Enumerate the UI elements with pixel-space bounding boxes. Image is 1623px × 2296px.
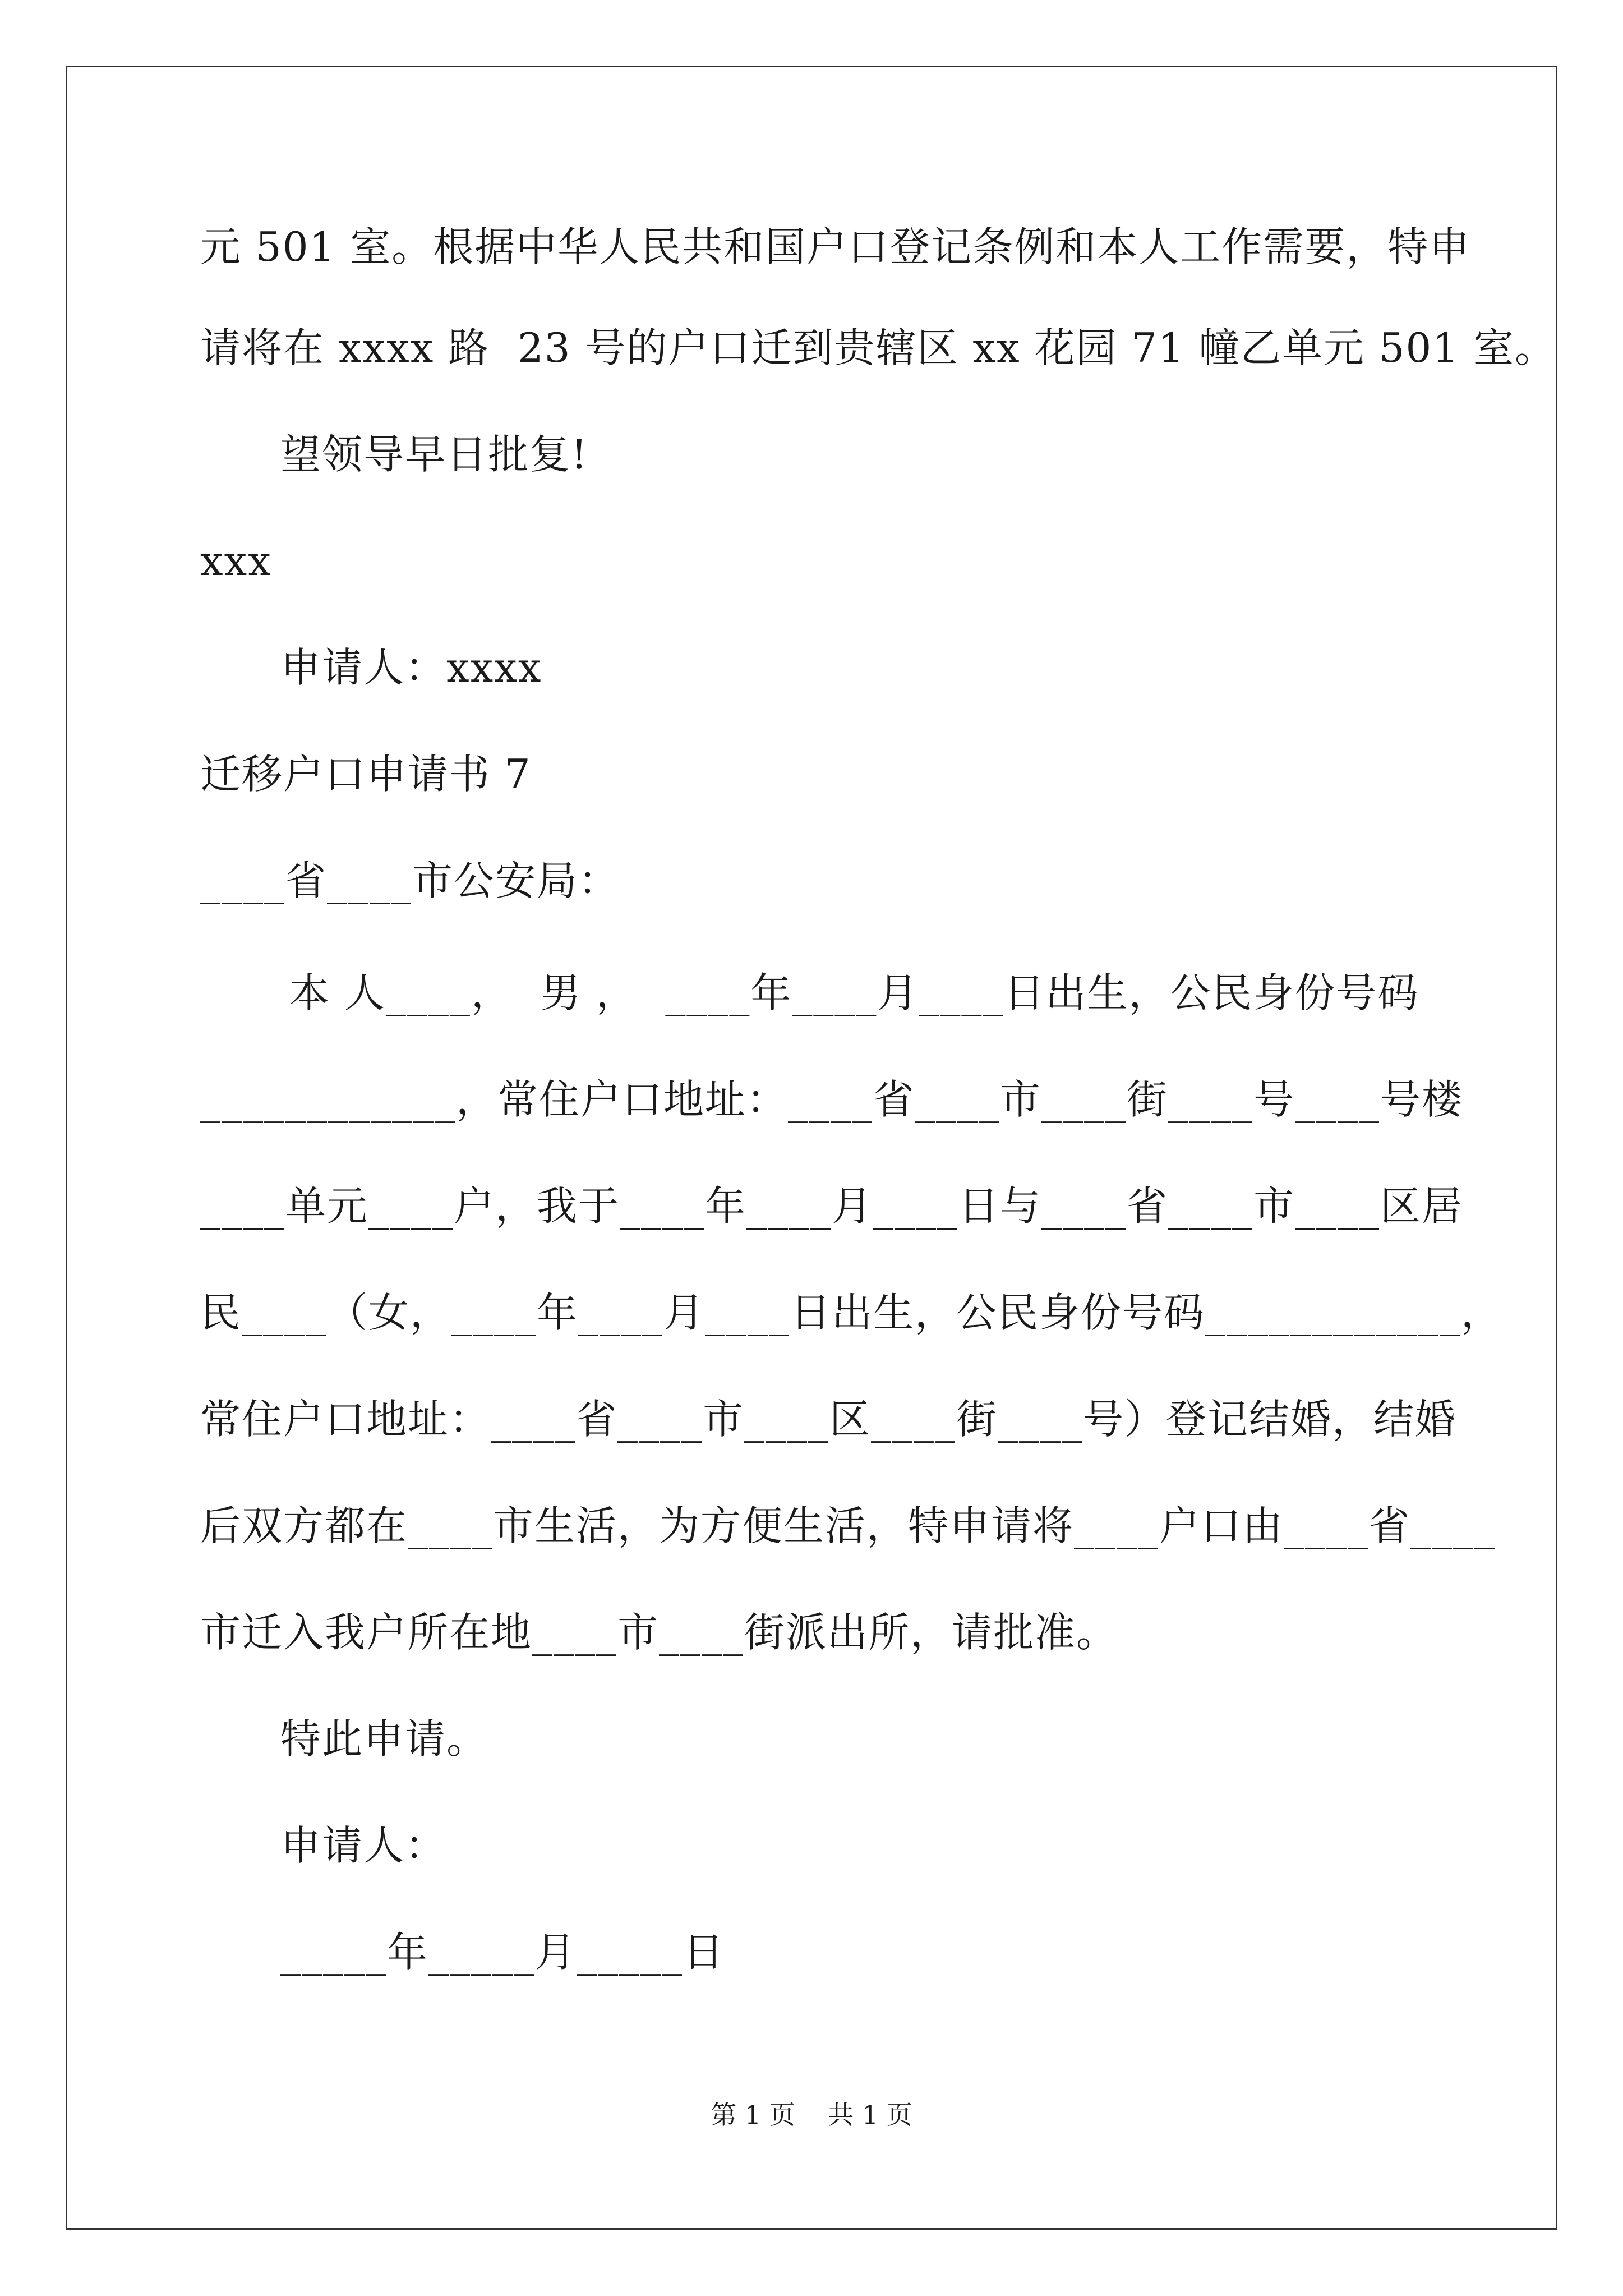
date-line: _____年_____月_____日	[280, 1929, 725, 1976]
page-border	[66, 66, 1557, 2230]
applicant-signature-line: 申请人：	[280, 1822, 447, 1869]
body-line-12: 常住户口地址：____省____市____区____街____号）登记结婚，结婚	[200, 1396, 1457, 1443]
body-line-13: 后双方都在____市生活，为方便生活，特申请将____户口由____省____	[200, 1502, 1496, 1549]
body-line-9: ____________，常住户口地址：____省____市____街____号____号楼	[200, 1076, 1464, 1123]
page-footer: 第 1 页 共 1 页	[711, 2100, 912, 2130]
body-line-3: 望领导早日批复!	[280, 431, 588, 478]
body-line-1: 元 501 室。根据中华人民共和国户口登记条例和本人工作需要，特申	[200, 223, 1471, 270]
section-title: 迁移户口申请书 7	[200, 751, 532, 798]
body-line-4: xxx	[200, 537, 272, 585]
closing-line: 特此申请。	[280, 1715, 488, 1763]
body-line-2: 请将在 xxxx 路 23 号的户口迁到贵辖区 xx 花园 71 幢乙单元 501 室。	[200, 324, 1557, 371]
body-line-8: 本 人____， 男 ， ____年____月____日出生，公民身份号码	[289, 969, 1419, 1016]
body-line-11: 民____（女，____年____月____日出生，公民身份号码____________，	[200, 1289, 1503, 1336]
applicant-line: 申请人：xxxx	[280, 644, 542, 691]
body-line-10: ____单元____户，我于____年____月____日与____省____市____区居	[200, 1182, 1464, 1230]
addressee-line: ____省____市公安局：	[200, 857, 620, 904]
body-line-14: 市迁入我户所在地____市____街派出所，请批准。	[200, 1609, 1118, 1656]
